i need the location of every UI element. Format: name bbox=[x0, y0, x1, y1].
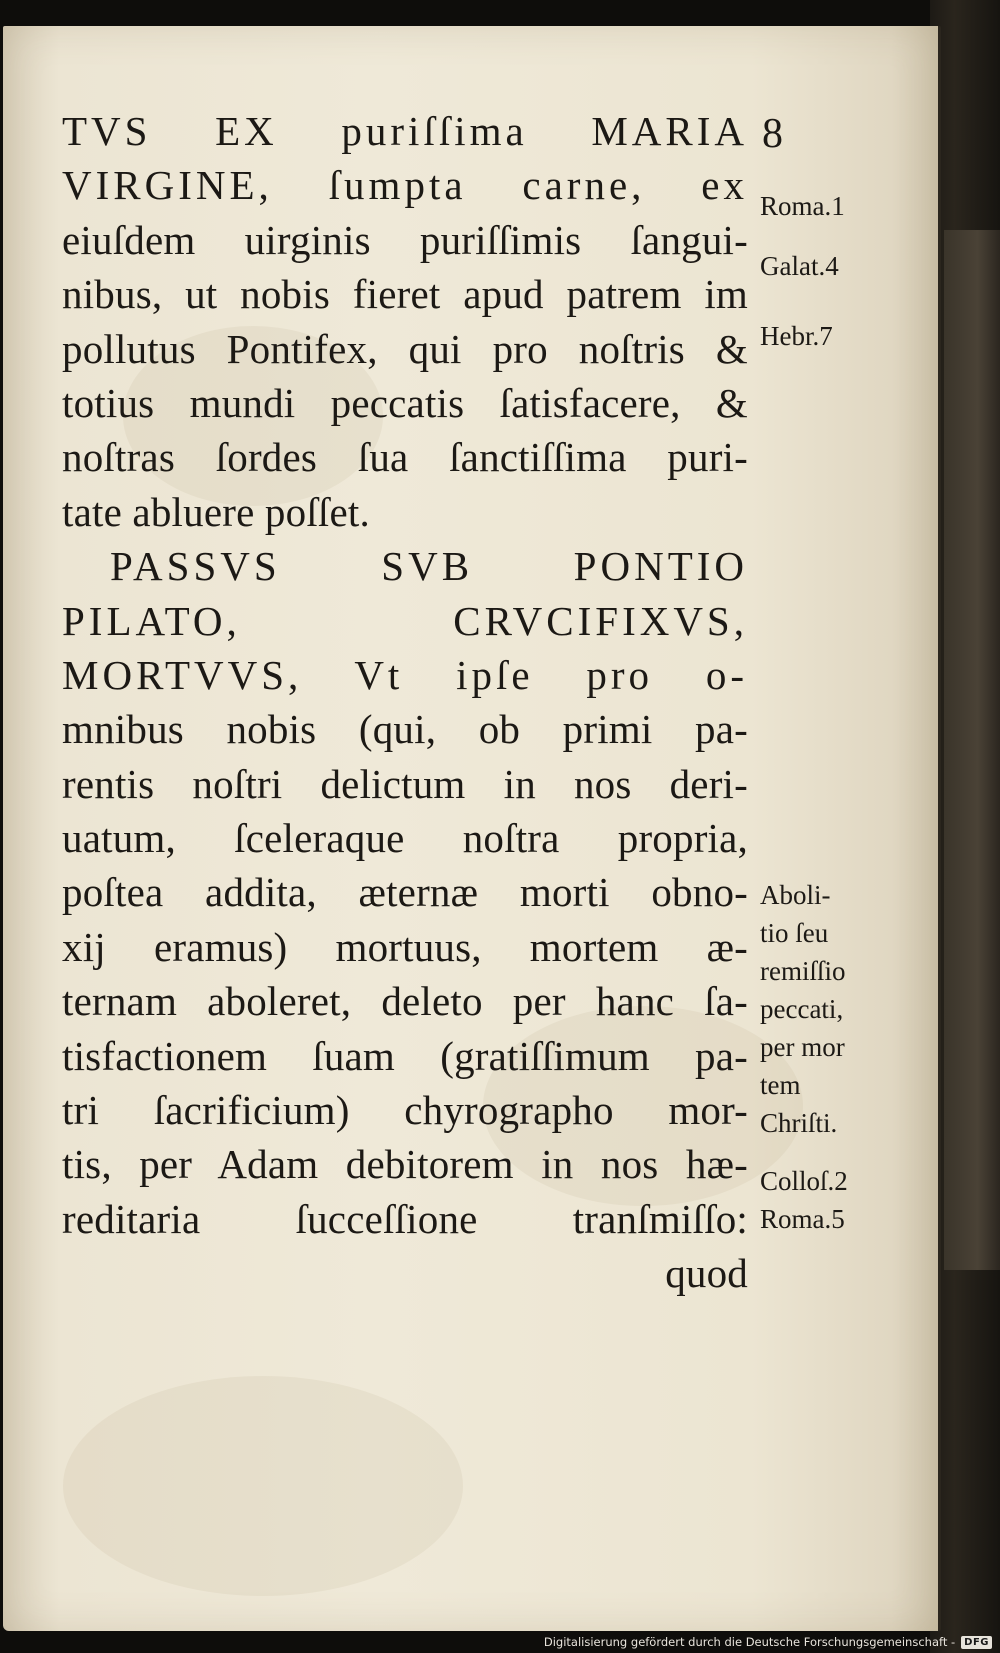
catchword: quod bbox=[665, 1250, 748, 1297]
margin-note: Roma.5 bbox=[760, 1204, 845, 1234]
text-line: xij eramus) mortuus, mortem æ- bbox=[62, 923, 748, 970]
margin-notes-bottom bbox=[760, 876, 848, 1238]
margin-note: tio ſeu bbox=[760, 918, 829, 948]
text-line: totius mundi peccatis ſatisfacere, & bbox=[62, 379, 748, 426]
paper-stain bbox=[63, 1376, 463, 1596]
text-line: tis, per Adam debitorem in nos hæ- bbox=[62, 1141, 748, 1188]
dfg-logo: DFG bbox=[961, 1636, 992, 1649]
text-line: tate abluere poſſet. bbox=[62, 488, 370, 535]
margin-note: per mor bbox=[760, 1032, 845, 1062]
text-line: tisfactionem ſuam (gratiſſimum pa- bbox=[62, 1032, 748, 1079]
text-line: tri ſacrificium) chyrographo mor- bbox=[62, 1087, 748, 1134]
margin-note: Roma.1 bbox=[760, 191, 845, 221]
margin-notes-top bbox=[760, 176, 845, 366]
text-line: eiuſdem uirginis puriſſimis ſangui- bbox=[62, 216, 748, 263]
funding-credit: Digitalisierung gefördert durch die Deutsche Forschungsgemeinschaft - bbox=[543, 1635, 956, 1649]
text-line: poſtea addita, æternæ morti obno- bbox=[62, 869, 748, 916]
margin-note: tem bbox=[760, 1070, 801, 1100]
text-line: ternam aboleret, deleto per hanc ſa- bbox=[62, 978, 748, 1025]
section-heading: PILATO, CRVCIFIXVS, bbox=[62, 597, 748, 644]
margin-note: Aboli- bbox=[760, 880, 831, 910]
text-line: VIRGINE, ſumpta carne, ex bbox=[62, 162, 748, 209]
text-line: pollutus Pontifex, qui pro noſtris & bbox=[62, 325, 748, 372]
text-line: MORTVVS, Vt ipſe pro o- bbox=[62, 651, 748, 698]
text-line: rentis noſtri delictum in nos deri- bbox=[62, 760, 748, 807]
body-text bbox=[62, 104, 762, 1301]
margin-note: Hebr.7 bbox=[760, 321, 833, 351]
text-line: nibus, ut nobis fieret apud patrem im bbox=[62, 271, 748, 318]
margin-note: Chriſti. bbox=[760, 1108, 838, 1138]
page-signature: 8 bbox=[762, 111, 783, 157]
margin-note: peccati, bbox=[760, 994, 844, 1024]
text-line: uatum, ſceleraque noſtra propria, bbox=[62, 815, 748, 862]
section-heading: PASSVS SVB PONTIO bbox=[110, 543, 748, 590]
text-line: mnibus nobis (qui, ob primi pa- bbox=[62, 706, 748, 753]
text-line: noſtras ſordes ſua ſanctiſſima puri- bbox=[62, 434, 748, 481]
margin-note: Colloſ.2 bbox=[760, 1166, 848, 1196]
margin-note: Galat.4 bbox=[760, 251, 839, 281]
adjacent-page-edge bbox=[944, 230, 1000, 1270]
margin-note: remiſſio bbox=[760, 956, 846, 986]
text-line: TVS EX puriſſima MARIA bbox=[62, 108, 748, 154]
text-line: reditaria ſucceſſione tranſmiſſo: bbox=[62, 1195, 748, 1242]
digitization-footer bbox=[544, 1633, 992, 1651]
